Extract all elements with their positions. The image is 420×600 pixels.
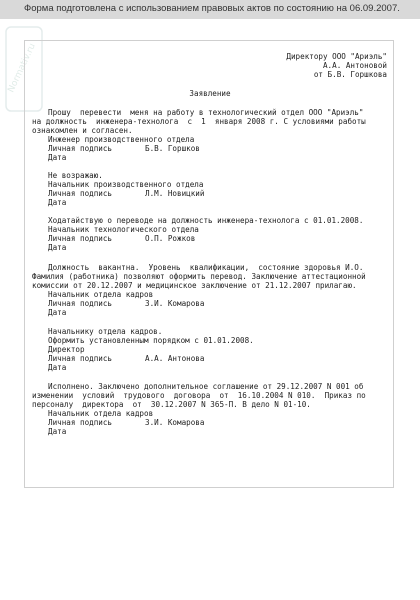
prod-head-consent: Не возражаю. bbox=[48, 171, 103, 180]
execution-name: З.И. Комарова bbox=[145, 418, 205, 427]
document-title: Заявление bbox=[189, 89, 231, 98]
prod-head-position: Начальник производственного отдела bbox=[48, 180, 204, 189]
addressee-line: Директору ООО "Ариэль" bbox=[286, 52, 387, 61]
document-banner bbox=[0, 0, 420, 19]
director-order-line-2: Оформить установленным порядком с 01.01.2008. bbox=[48, 336, 254, 345]
request-line-2: на должность инженера-технолога с 1 января 2008 г. С условиями работы bbox=[32, 117, 366, 126]
applicant-name: Б.В. Горшков bbox=[145, 144, 200, 153]
hr-check-position: Начальник отдела кадров bbox=[48, 290, 154, 299]
sender-line: от Б.В. Горшкова bbox=[313, 70, 387, 79]
director-order-line-1: Начальнику отдела кадров. bbox=[48, 327, 163, 336]
applicant-position: Инженер производственного отдела bbox=[48, 135, 195, 144]
tech-head-date-label: Дата bbox=[48, 243, 67, 252]
execution-sign-label: Личная подпись bbox=[48, 418, 113, 427]
hr-check-name: З.И. Комарова bbox=[145, 299, 205, 308]
hr-check-line-3: комиссии от 20.12.2007 и медицинское заключение от 21.12.2007 прилагаю. bbox=[32, 281, 357, 290]
applicant-date-label: Дата bbox=[48, 153, 67, 162]
prod-head-date-label: Дата bbox=[48, 198, 67, 207]
request-line-1: Прошу перевести меня на работу в технологический отдел ООО "Ариэль" bbox=[48, 108, 364, 117]
execution-line-2: изменении условий трудового договора от 16.10.2004 N 010. Приказ по bbox=[32, 391, 366, 400]
hr-check-sign-label: Личная подпись bbox=[48, 299, 113, 308]
execution-position: Начальник отдела кадров bbox=[48, 409, 154, 418]
tech-head-position: Начальник технологического отдела bbox=[48, 225, 199, 234]
prod-head-sign-label: Личная подпись bbox=[48, 189, 113, 198]
tech-head-petition: Ходатайствую о переводе на должность инженера-технолога с 01.01.2008. bbox=[48, 216, 364, 225]
hr-check-date-label: Дата bbox=[48, 308, 67, 317]
request-line-3: ознакомлен и согласен. bbox=[32, 126, 133, 135]
tech-head-name: О.П. Рожков bbox=[145, 234, 196, 243]
banner-text: Форма подготовлена с использованием правовых актов по состоянию на 06.09.2007. bbox=[24, 3, 400, 14]
execution-line-3: персоналу директора от 30.12.2007 N 365-П. В дело N 01-10. bbox=[32, 400, 311, 409]
director-date-label: Дата bbox=[48, 363, 67, 372]
director-name: А.А. Антонова bbox=[145, 354, 205, 363]
applicant-sign-label: Личная подпись bbox=[48, 144, 113, 153]
execution-date-label: Дата bbox=[48, 427, 67, 436]
execution-line-1: Исполнено. Заключено дополнительное соглашение от 29.12.2007 N 001 об bbox=[48, 382, 364, 391]
svg-text:Normativ.ru: Normativ.ru bbox=[6, 42, 38, 95]
prod-head-name: Л.М. Новицкий bbox=[145, 189, 205, 198]
hr-check-line-1: Должность вакантна. Уровень квалификации, состояние здоровья И.О. bbox=[48, 263, 364, 272]
hr-check-line-2: Фамилия (работника) позволяют оформить перевод. Заключение аттестационной bbox=[32, 272, 366, 281]
director-position: Директор bbox=[48, 345, 85, 354]
tech-head-sign-label: Личная подпись bbox=[48, 234, 113, 243]
addressee-name: А.А. Антоновой bbox=[322, 61, 387, 70]
director-sign-label: Личная подпись bbox=[48, 354, 113, 363]
